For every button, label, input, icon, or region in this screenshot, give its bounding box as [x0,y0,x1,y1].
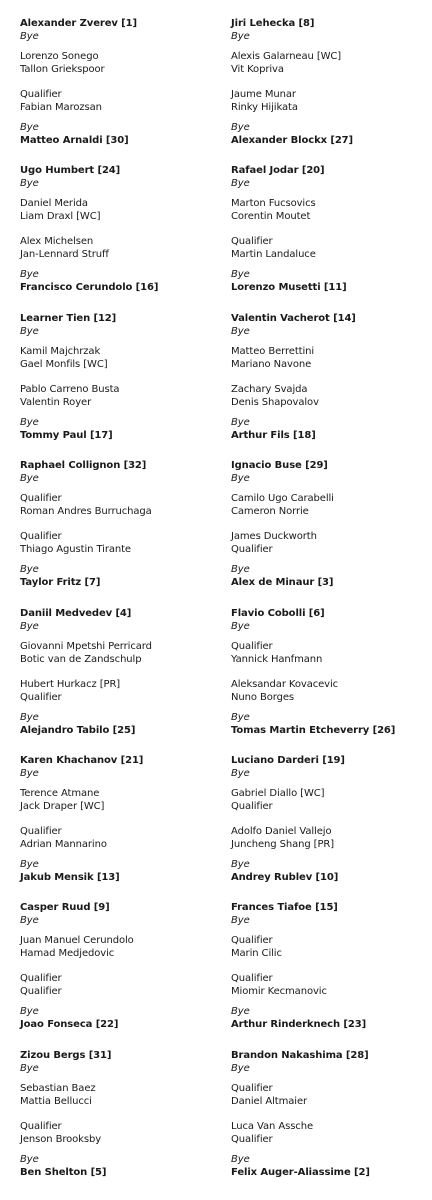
player-name: Thiago Agustin Tirante [20,544,131,556]
player-name: Qualifier [231,1133,273,1145]
seeded-player-top: Learner Tien [12] [20,312,117,324]
player-name: Marin Cilic [231,948,282,960]
seeded-player-top: Raphael Collignon [32] [20,460,147,472]
bye-label: Bye [20,620,39,632]
bye-label: Bye [231,711,250,723]
seeded-player-top: Valentin Vacherot [14] [231,312,356,324]
bye-label: Bye [20,859,39,870]
player-name: Miomir Kecmanovic [231,986,327,998]
player-name: Alex Michelsen [20,236,94,248]
bye-label: Bye [20,269,39,281]
bye-label: Bye [231,416,250,428]
player-name: Fabian Marozsan [20,102,102,113]
bye-label: Bye [20,1153,39,1165]
player-name: Pablo Carreno Busta [20,383,120,395]
bye-label: Bye [20,711,39,723]
player-name: Aleksandar Kovacevic [231,678,339,690]
bye-label: Bye [20,473,39,485]
player-name: Qualifier [231,544,273,556]
player-name: Gabriel Diallo [WC] [231,788,325,799]
bye-label: Bye [231,1153,250,1165]
player-name: Adolfo Daniel Vallejo [231,826,332,837]
bye-label: Bye [20,178,39,190]
seeded-player-top: Ugo Humbert [24] [20,165,121,177]
player-name: Adrian Mannarino [20,839,107,850]
seeded-player-bottom: Tomas Martin Etcheverry [26] [231,724,396,736]
bye-label: Bye [231,269,250,281]
seeded-player-top: Luciano Darderi [19] [231,755,345,766]
player-name: Martin Landaluce [231,249,316,261]
bye-label: Bye [231,620,250,632]
seeded-player-top: Rafael Jodar [20] [231,165,325,177]
bye-label: Bye [231,768,250,779]
seeded-player-top: Frances Tiafoe [15] [231,902,338,914]
seeded-player-bottom: Alejandro Tabilo [25] [20,724,136,736]
seeded-player-top: Ignacio Buse [29] [231,460,328,472]
player-name: Corentin Moutet [231,211,311,223]
seeded-player-top: Daniil Medvedev [4] [20,607,132,619]
player-name: Kamil Majchrzak [20,345,101,357]
player-name: Jenson Brooksby [20,1133,102,1145]
seeded-player-top: Casper Ruud [9] [20,902,110,914]
player-name: Camilo Ugo Carabelli [231,493,334,505]
bye-label: Bye [20,1062,39,1074]
player-name: Rinky Hijikata [231,102,298,113]
bye-label: Bye [20,768,39,779]
player-name: Jan-Lennard Struff [20,249,109,261]
seeded-player-top: Alexander Zverev [1] [20,18,137,29]
bye-label: Bye [20,564,39,576]
player-name: Cameron Norrie [231,506,309,518]
player-name: Qualifier [20,986,62,998]
player-name: Qualifier [231,1082,273,1094]
seeded-player-bottom: Arthur Rinderknech [23] [231,1019,367,1031]
seeded-player-top: Jiri Lehecka [8] [231,18,315,29]
player-name: Hamad Medjedovic [20,948,115,960]
player-name: Qualifier [20,89,62,100]
bye-label: Bye [231,564,250,576]
player-name: Marton Fucsovics [231,198,316,210]
seeded-player-bottom: Lorenzo Musetti [11] [231,282,347,294]
player-name: Zachary Svajda [231,383,308,395]
bye-label: Bye [20,915,39,927]
seeded-player-bottom: Alex de Minaur [3] [231,577,334,589]
player-name: Sebastian Baez [20,1082,96,1094]
player-name: Giovanni Mpetshi Perricard [20,640,152,652]
player-name: Hubert Hurkacz [PR] [20,678,121,690]
player-name: Botic van de Zandschulp [20,653,142,665]
player-name: Terence Atmane [20,788,100,799]
seeded-player-bottom: Jakub Mensik [13] [20,872,120,883]
player-name: Qualifier [20,826,62,837]
player-name: Mariano Navone [231,358,312,370]
player-name: Yannick Hanfmann [231,653,323,665]
seeded-player-bottom: Joao Fonseca [22] [20,1019,119,1031]
player-name: Mattia Bellucci [20,1095,92,1107]
bye-label: Bye [20,325,39,337]
player-name: Nuno Borges [231,691,294,703]
player-name: Gael Monfils [WC] [20,358,108,370]
seeded-player-bottom: Matteo Arnaldi [30] [20,135,129,146]
player-name: James Duckworth [231,531,317,543]
seeded-player-top: Zizou Bergs [31] [20,1049,112,1061]
player-name: Qualifier [20,973,62,985]
player-name: Roman Andres Burruchaga [20,506,152,518]
seeded-player-bottom: Alexander Blockx [27] [231,135,354,146]
bye-label: Bye [231,122,250,133]
player-name: Qualifier [231,935,273,947]
bye-label: Bye [231,178,250,190]
player-name: Alexis Galarneau [WC] [231,51,342,62]
bye-label: Bye [231,859,250,870]
seeded-player-bottom: Taylor Fritz [7] [20,577,101,589]
player-name: Qualifier [231,973,273,985]
bye-label: Bye [231,31,250,42]
player-name: Qualifier [20,691,62,703]
player-name: Luca Van Assche [231,1120,313,1132]
seeded-player-bottom: Felix Auger-Aliassime [2] [231,1166,370,1178]
player-name: Qualifier [20,1120,62,1132]
player-name: Lorenzo Sonego [20,51,99,62]
bye-label: Bye [231,1006,250,1018]
seeded-player-bottom: Arthur Fils [18] [231,429,316,441]
player-name: Jaume Munar [231,89,296,100]
bye-label: Bye [20,122,39,133]
player-name: Qualifier [231,801,273,812]
player-name: Matteo Berrettini [231,345,315,357]
bye-label: Bye [20,31,39,42]
player-name: Juan Manuel Cerundolo [20,935,134,947]
bye-label: Bye [231,473,250,485]
player-name: Qualifier [231,640,273,652]
player-name: Denis Shapovalov [231,396,319,408]
bye-label: Bye [231,915,250,927]
player-name: Valentin Royer [20,396,92,408]
player-name: Qualifier [20,493,62,505]
bye-label: Bye [20,1006,39,1018]
player-name: Qualifier [20,531,62,543]
player-name: Jack Draper [WC] [20,801,105,812]
seeded-player-top: Karen Khachanov [21] [20,755,144,766]
player-name: Qualifier [231,236,273,248]
seeded-player-bottom: Tommy Paul [17] [20,429,113,441]
seeded-player-bottom: Andrey Rublev [10] [231,872,339,883]
bye-label: Bye [231,325,250,337]
player-name: Daniel Altmaier [231,1095,308,1107]
player-name: Tallon Griekspoor [20,64,105,75]
player-name: Liam Draxl [WC] [20,211,101,223]
player-name: Vit Kopriva [231,64,284,75]
player-name: Juncheng Shang [PR] [231,839,335,850]
bye-label: Bye [20,416,39,428]
seeded-player-top: Flavio Cobolli [6] [231,607,325,619]
seeded-player-top: Brandon Nakashima [28] [231,1049,369,1061]
seeded-player-bottom: Ben Shelton [5] [20,1166,107,1178]
bye-label: Bye [231,1062,250,1074]
player-name: Daniel Merida [20,198,88,210]
seeded-player-bottom: Francisco Cerundolo [16] [20,282,159,294]
